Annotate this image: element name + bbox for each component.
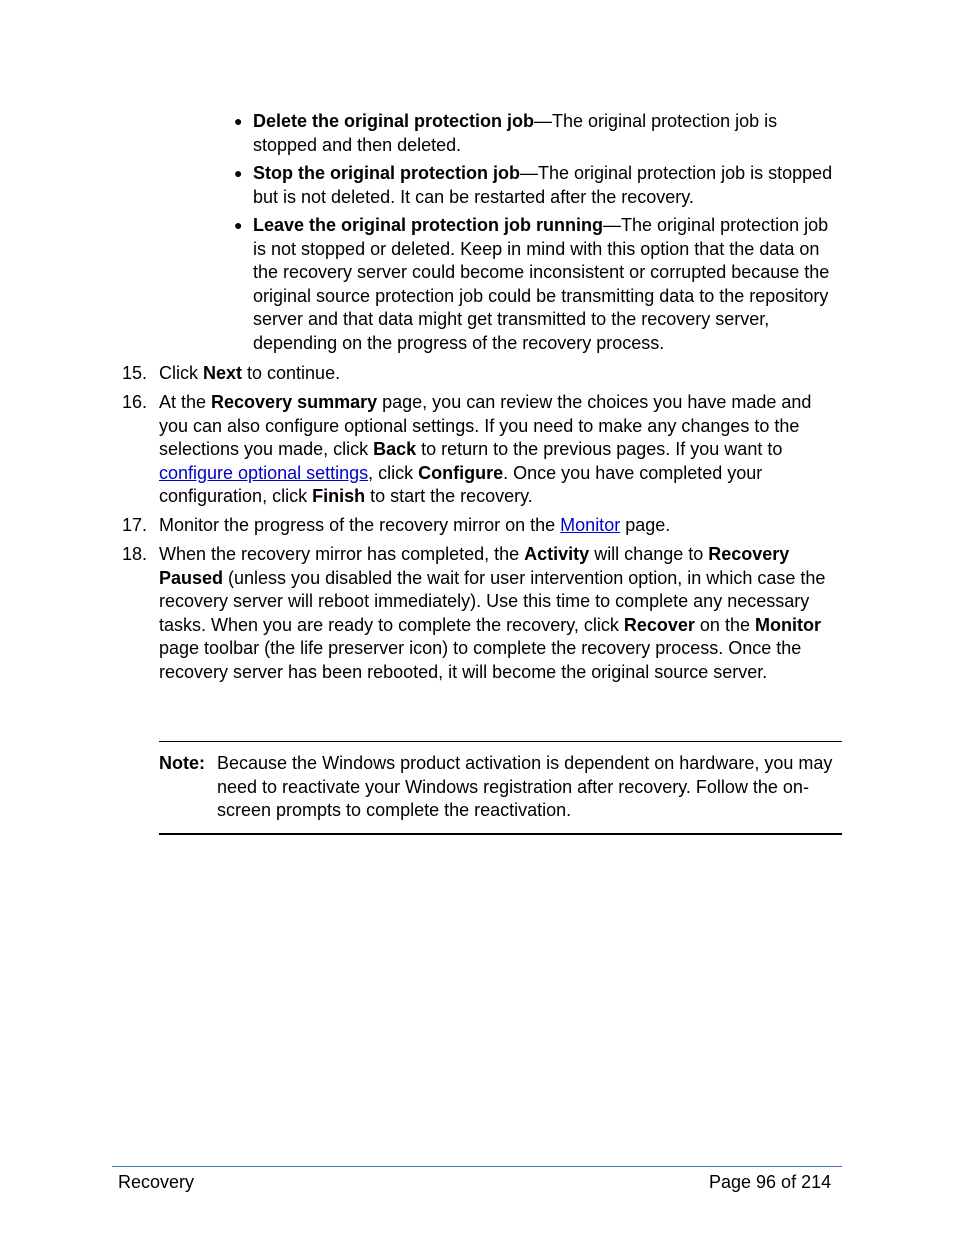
step-text: When the recovery mirror has completed, the bbox=[159, 544, 525, 564]
monitor-link[interactable]: Monitor bbox=[560, 515, 621, 535]
step-16 bbox=[120, 391, 844, 509]
step-text: will change to bbox=[589, 544, 709, 564]
note-label: Note: bbox=[159, 753, 205, 773]
step-text: At the bbox=[159, 392, 212, 412]
bullet-text: —The original protection job is stopped but is not deleted. It can be restarted after the recovery. bbox=[253, 163, 833, 207]
note-content bbox=[159, 752, 842, 823]
bullet-icon: ● bbox=[234, 113, 243, 129]
step-15 bbox=[120, 362, 844, 386]
step-number: 17. bbox=[122, 515, 148, 535]
step-text: to continue. bbox=[242, 363, 341, 383]
note-text: Because the Windows product activation is dependent on hardware, you may need to reactivate your Windows registration after recovery. Follow the on-screen prompts to complete the reactivation. bbox=[217, 753, 833, 820]
bullet-term: Stop the original protection job bbox=[253, 163, 520, 183]
step-text: on the bbox=[694, 614, 755, 635]
footer-divider bbox=[112, 1166, 842, 1167]
bullet-text: —The original protection job is not stopped or deleted. Keep in mind with this option that the data on the recovery server could become inconsistent or corrupted because the original source protection job could be transmitting data to the repository server and that data might get transmitted to the recovery server, depending on the progress of the recovery process. bbox=[253, 215, 830, 353]
step-18 bbox=[120, 543, 844, 684]
step-bold: Recovery Paused bbox=[159, 544, 790, 588]
footer-section-title: Recovery bbox=[118, 1172, 195, 1192]
step-text: to return to the previous pages. If you want to bbox=[416, 439, 783, 459]
step-text: to start the recovery. bbox=[365, 486, 533, 506]
step-text: , click bbox=[368, 462, 419, 483]
note-box bbox=[159, 741, 842, 835]
bullet-term: Leave the original protection job running bbox=[253, 215, 604, 235]
step-bold: Finish bbox=[312, 486, 366, 506]
bullet-item-leave-running bbox=[232, 214, 844, 355]
step-list bbox=[120, 362, 844, 690]
step-bold: Next bbox=[203, 363, 243, 383]
footer-page-number: Page 96 of 214 bbox=[709, 1172, 832, 1192]
bullet-icon: ● bbox=[234, 165, 243, 181]
step-bold: Monitor bbox=[754, 614, 821, 635]
step-text: Monitor the progress of the recovery mirror on the bbox=[159, 515, 561, 535]
bullet-text: —The original protection job is stopped and then deleted. bbox=[253, 111, 778, 155]
step-bold: Activity bbox=[524, 544, 590, 564]
step-bold: Configure bbox=[418, 462, 504, 483]
step-text: . Once you have completed your configuration, click bbox=[159, 462, 763, 506]
bullet-term: Delete the original protection job bbox=[253, 111, 535, 131]
step-bold: Recover bbox=[623, 614, 695, 635]
step-bold: Back bbox=[373, 439, 417, 459]
step-text: page toolbar (the life preserver icon) to complete the recovery process. Once the recovery server has been rebooted, it will become the original source server. bbox=[159, 638, 802, 682]
step-text: page, you can review the choices you have made and you can also configure optional settings. If you need to make any changes to the selections you made, click bbox=[159, 392, 812, 459]
step-bold: Recovery summary bbox=[211, 392, 378, 412]
step-number: 15. bbox=[122, 363, 148, 383]
step-text: Click bbox=[159, 363, 203, 383]
step-text: (unless you disabled the wait for user intervention option, in which case the recovery server will reboot immediately). Use this time to complete any necessary tasks. When you are ready to complete the recovery, click bbox=[159, 567, 826, 635]
bullet-item-delete bbox=[232, 110, 844, 157]
configure-optional-settings-link[interactable]: configure optional settings bbox=[159, 462, 369, 483]
step-number: 16. bbox=[122, 392, 148, 412]
step-17 bbox=[120, 514, 844, 538]
option-bullet-list bbox=[232, 110, 844, 360]
bullet-item-stop bbox=[232, 162, 844, 209]
bullet-icon: ● bbox=[234, 217, 243, 233]
step-number: 18. bbox=[122, 544, 148, 564]
step-text: page. bbox=[620, 515, 671, 535]
